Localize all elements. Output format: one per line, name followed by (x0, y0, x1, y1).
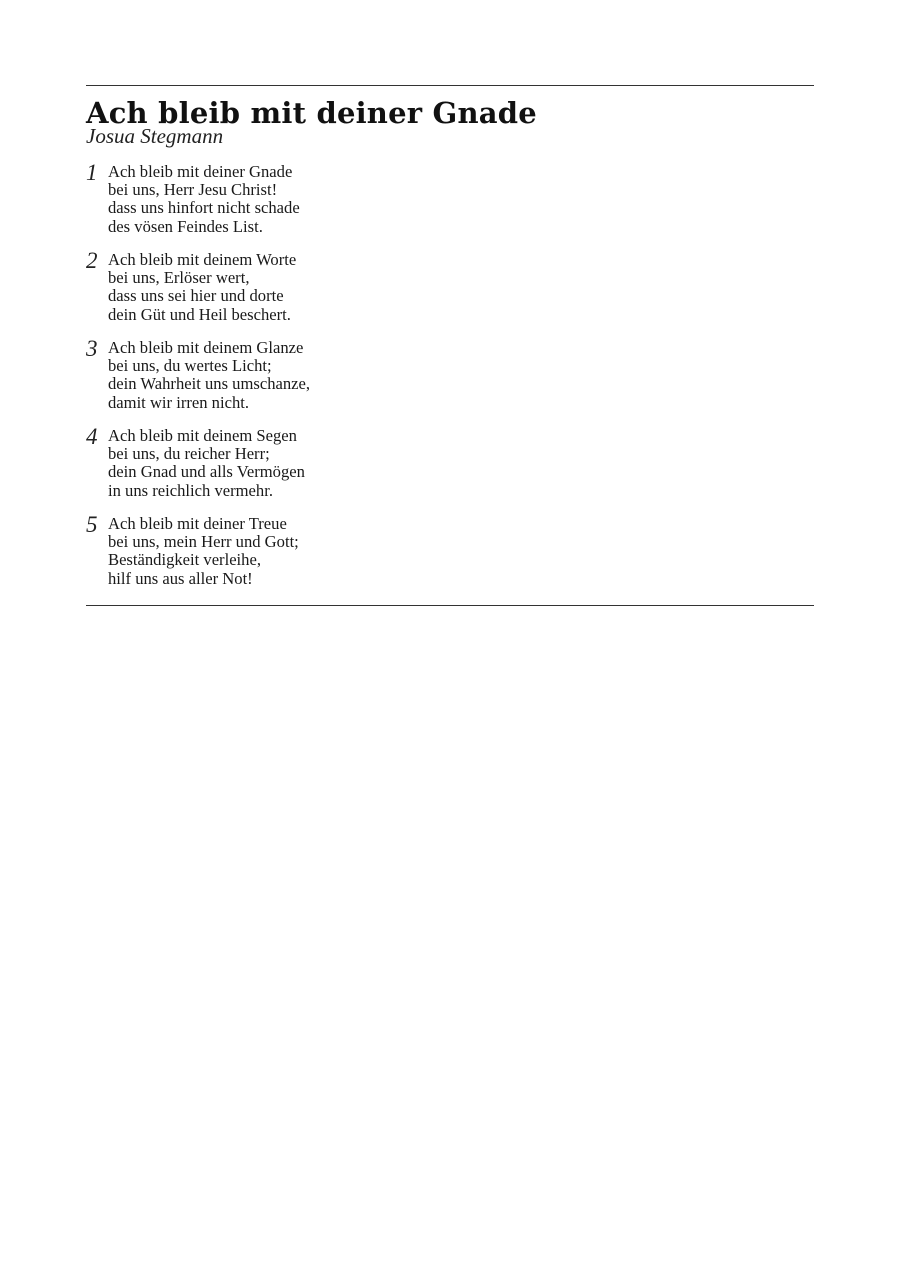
verse-line: Ach bleib mit deinem Worte (108, 250, 297, 269)
verse-line: hilf uns aus aller Not! (108, 568, 253, 588)
verse-number: 3 (86, 336, 98, 361)
verse-5 (86, 512, 486, 603)
verse-line: bei uns, mein Herr und Gott; (108, 532, 299, 552)
verse-number: 4 (86, 424, 98, 449)
verse-line: in uns reichlich vermehr. (108, 480, 273, 500)
verse-line: Ach bleib mit deiner Treue (108, 514, 287, 533)
verse-text (108, 339, 310, 412)
verse-text (108, 163, 300, 236)
verse-line: bei uns, du reicher Herr; (108, 444, 270, 464)
verse-line: Ach bleib mit deinem Segen (108, 426, 297, 445)
bottom-rule (86, 605, 814, 606)
verse-text (108, 251, 296, 324)
verse-line: Ach bleib mit deiner Gnade (108, 162, 293, 181)
verse-2 (86, 248, 486, 339)
hymn-title: Ach bleib mit deiner Gnade (86, 96, 537, 130)
top-rule (86, 85, 814, 86)
verse-list (86, 160, 486, 603)
verse-line: bei uns, Erlöser wert, (108, 268, 250, 288)
verse-number: 2 (86, 248, 98, 273)
verse-number: 1 (86, 160, 98, 185)
verse-line: Ach bleib mit deinem Glanze (108, 338, 304, 357)
verse-line: dein Wahrheit uns umschanze, (108, 374, 311, 394)
verse-line: dein Gnad und alls Vermögen (108, 462, 305, 482)
verse-line: Beständigkeit verleihe, (108, 550, 261, 570)
verse-line: damit wir irren nicht. (108, 392, 250, 412)
verse-text (108, 427, 305, 500)
verse-line: dein Güt und Heil beschert. (108, 304, 291, 324)
verse-1 (86, 160, 486, 251)
verse-line: dass uns sei hier und dorte (108, 286, 284, 306)
verse-number: 5 (86, 512, 98, 537)
verse-3 (86, 336, 486, 427)
verse-line: bei uns, du wertes Licht; (108, 356, 272, 376)
verse-line: bei uns, Herr Jesu Christ! (108, 180, 278, 200)
verse-line: des vösen Feindes List. (108, 216, 263, 236)
verse-text (108, 515, 299, 588)
verse-line: dass uns hinfort nicht schade (108, 198, 300, 218)
hymn-author: Josua Stegmann (86, 124, 224, 148)
verse-4 (86, 424, 486, 515)
